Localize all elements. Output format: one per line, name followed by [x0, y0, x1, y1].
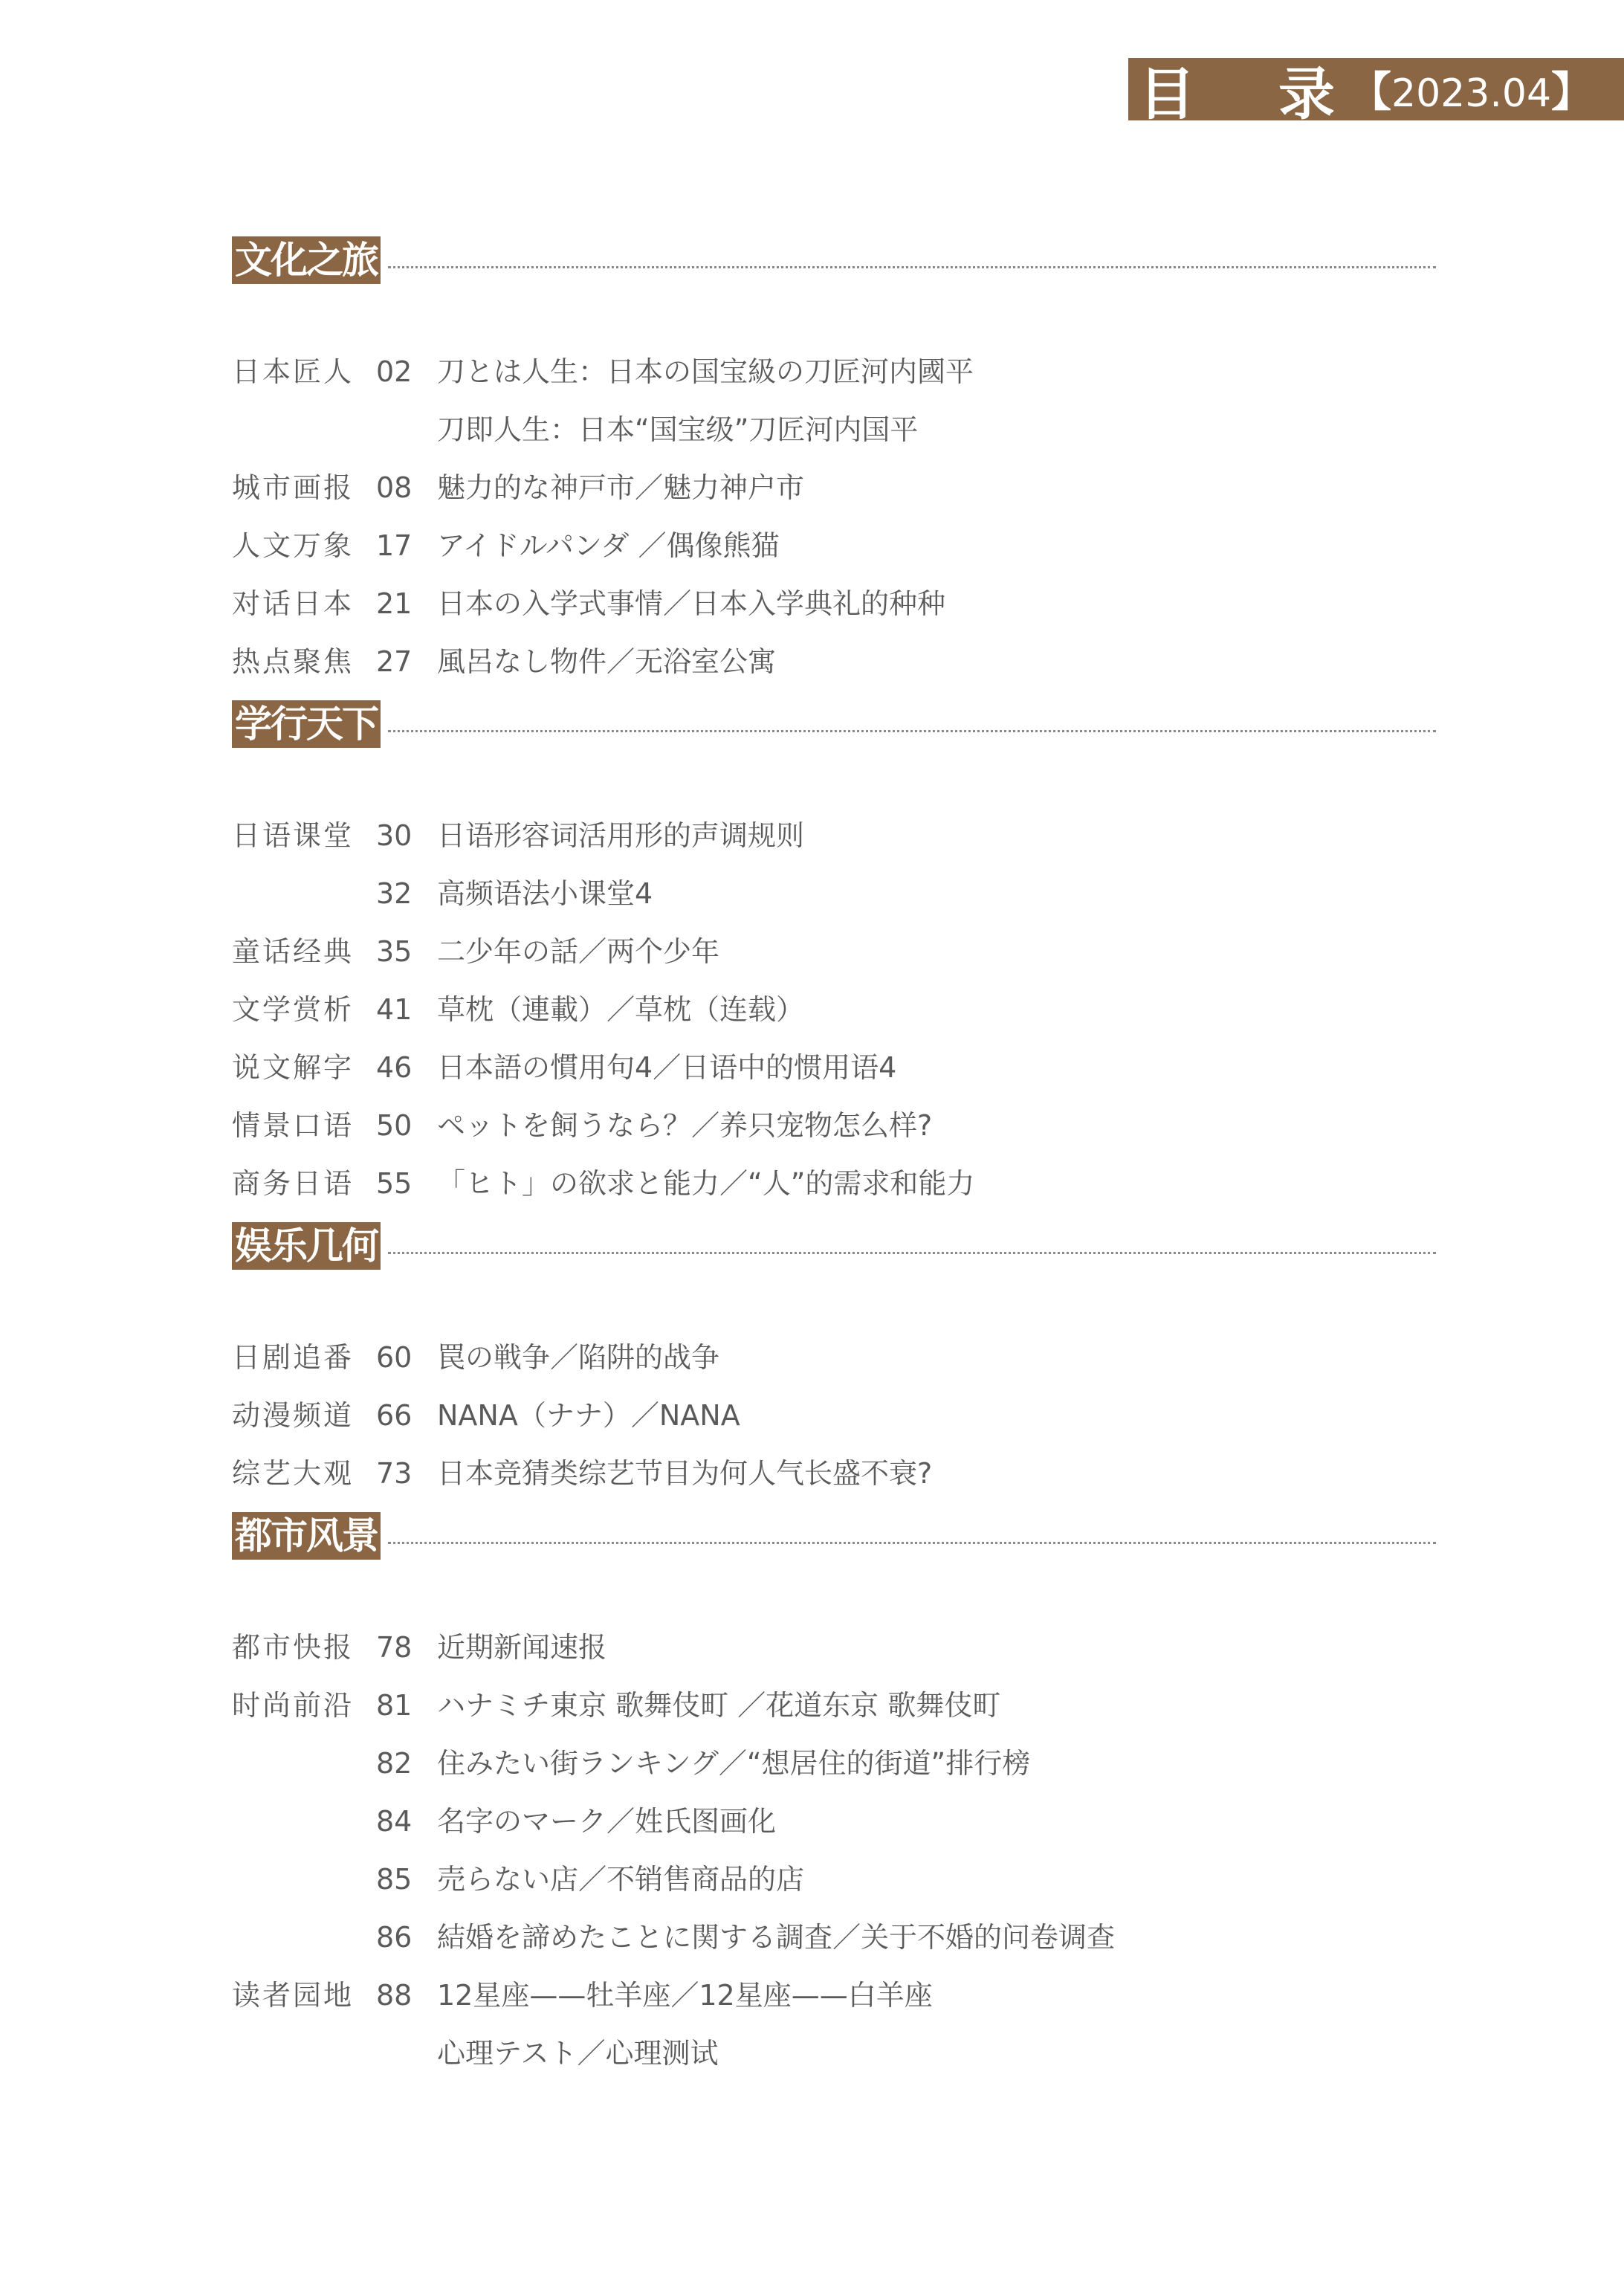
article-title: 日本語の慣用句4／日语中的惯用语4 [437, 1051, 897, 1084]
column-name: 热点聚焦 [232, 645, 355, 678]
toc-row[interactable] [232, 929, 1436, 974]
toc-row[interactable] [232, 1857, 1436, 1902]
column-name: 都市快报 [232, 1631, 355, 1664]
article-title: 草枕（連載）／草枕（连载） [437, 993, 805, 1026]
toc-row[interactable] [232, 2031, 1436, 2076]
dotted-divider [388, 1542, 1436, 1544]
toc-row[interactable] [232, 1393, 1436, 1438]
article-title: NANA（ナナ）／NANA [437, 1399, 740, 1432]
bracket-open: 【 [1350, 68, 1391, 117]
column-name: 对话日本 [232, 587, 355, 620]
page-number: 84 [376, 1805, 413, 1838]
page-number: 82 [376, 1747, 413, 1780]
article-title: 心理テスト／心理测试 [437, 2037, 719, 2070]
page-number: 46 [376, 1051, 413, 1084]
section-label: 文化之旅 [232, 236, 381, 284]
dotted-divider [388, 266, 1436, 268]
page-number: 55 [376, 1167, 413, 1200]
dotted-divider [388, 1252, 1436, 1254]
column-name: 动漫频道 [232, 1399, 355, 1432]
column-name: 日剧追番 [232, 1341, 355, 1374]
column-name: 童话经典 [232, 935, 355, 968]
column-name: 文学赏析 [232, 993, 355, 1026]
toc-row[interactable] [232, 1045, 1436, 1090]
article-title: 刀とは人生：日本の国宝級の刀匠河内國平 [437, 355, 974, 388]
page-number: 78 [376, 1631, 413, 1664]
article-title: 罠の戦争／陷阱的战争 [437, 1341, 720, 1374]
article-title: 近期新闻速报 [437, 1631, 607, 1664]
article-title: 日本竞猜类综艺节目为何人气长盛不衰? [437, 1457, 933, 1490]
toc-row[interactable] [232, 1741, 1436, 1786]
column-name: 日语课堂 [232, 819, 355, 852]
section-label: 学行天下 [232, 700, 381, 748]
article-title: 風呂なし物件／无浴室公寓 [437, 645, 777, 678]
toc-row[interactable] [232, 871, 1436, 916]
article-title: ペットを飼うなら？／养只宠物怎么样? [437, 1109, 933, 1142]
page-number: 08 [376, 471, 413, 504]
section-entertainment [232, 1222, 1436, 1490]
section-header [232, 1512, 1436, 1560]
toc-row[interactable] [232, 1161, 1436, 1206]
article-title: 「ヒト」の欲求と能力／“人”的需求和能力 [437, 1167, 975, 1200]
page-number: 41 [376, 993, 413, 1026]
column-name: 日本匠人 [232, 355, 355, 388]
page-number: 21 [376, 587, 413, 620]
section-label: 都市风景 [232, 1512, 381, 1560]
toc-row[interactable] [232, 465, 1436, 510]
article-title: 住みたい街ランキング／“想居住的街道”排行榜 [437, 1747, 1031, 1780]
section-header [232, 1222, 1436, 1270]
toc-row[interactable] [232, 1625, 1436, 1670]
column-name: 综艺大观 [232, 1457, 355, 1490]
page-number: 50 [376, 1109, 413, 1142]
toc-row[interactable] [232, 987, 1436, 1032]
issue-date [1350, 59, 1593, 119]
page-number: 35 [376, 935, 413, 968]
toc-title-char-2: 录 [1278, 60, 1336, 127]
article-title: 売らない店／不销售商品的店 [437, 1863, 805, 1896]
column-name: 情景口语 [232, 1109, 355, 1142]
section-header [232, 700, 1436, 748]
page-number: 60 [376, 1341, 413, 1374]
page-number: 86 [376, 1921, 413, 1954]
toc-title-banner [1128, 58, 1624, 127]
toc-row[interactable] [232, 1451, 1436, 1496]
toc-row[interactable] [232, 407, 1436, 452]
toc-row[interactable] [232, 1683, 1436, 1728]
toc-row[interactable] [232, 349, 1436, 394]
section-label: 娱乐几何 [232, 1222, 381, 1270]
toc-row[interactable] [232, 1915, 1436, 1960]
page-number: 81 [376, 1689, 413, 1722]
article-title: 12星座——牡羊座／12星座——白羊座 [437, 1979, 933, 2012]
toc-row[interactable] [232, 1973, 1436, 2018]
toc-row[interactable] [232, 523, 1436, 568]
toc-row[interactable] [232, 1103, 1436, 1148]
toc-row[interactable] [232, 1335, 1436, 1380]
article-title: 刀即人生：日本“国宝级”刀匠河内国平 [437, 413, 919, 446]
article-title: 魅力的な神戸市／魅力神户市 [437, 471, 805, 504]
page-number: 27 [376, 645, 413, 678]
section-city [232, 1512, 1436, 2070]
page-number: 85 [376, 1863, 413, 1896]
article-title: ハナミチ東京 歌舞伎町 ／花道东京 歌舞伎町 [437, 1689, 1001, 1722]
dotted-divider [388, 730, 1436, 732]
page-number: 17 [376, 529, 413, 562]
article-title: 二少年の話／两个少年 [437, 935, 720, 968]
article-title: アイドルパンダ ／偶像熊猫 [437, 529, 780, 562]
toc-row[interactable] [232, 813, 1436, 858]
column-name: 人文万象 [232, 529, 355, 562]
section-culture [232, 236, 1436, 678]
bracket-close: 】 [1551, 68, 1594, 117]
page-number: 66 [376, 1399, 413, 1432]
column-name: 时尚前沿 [232, 1689, 355, 1722]
page-number: 32 [376, 877, 413, 910]
column-name: 读者园地 [232, 1979, 355, 2012]
article-title: 名字のマーク／姓氏图画化 [437, 1805, 777, 1838]
section-study [232, 700, 1436, 1200]
column-name: 商务日语 [232, 1167, 355, 1200]
issue-number: 2023.04 [1391, 71, 1552, 116]
page-number: 73 [376, 1457, 413, 1490]
article-title: 日语形容词活用形的声调规则 [437, 819, 805, 852]
toc-title-char-1: 目 [1139, 60, 1197, 127]
toc-row[interactable] [232, 1799, 1436, 1844]
article-title: 結婚を諦めたことに関する調査／关于不婚的问卷调查 [437, 1921, 1116, 1954]
toc-row[interactable] [232, 581, 1436, 626]
column-name: 说文解字 [232, 1051, 355, 1084]
article-title: 日本の入学式事情／日本入学典礼的种种 [437, 587, 946, 620]
column-name: 城市画报 [232, 471, 355, 504]
toc-row[interactable] [232, 639, 1436, 684]
article-title: 高频语法小课堂4 [437, 877, 653, 910]
section-header [232, 236, 1436, 284]
page-number: 30 [376, 819, 413, 852]
page-number: 88 [376, 1979, 413, 2012]
page-number: 02 [376, 355, 413, 388]
